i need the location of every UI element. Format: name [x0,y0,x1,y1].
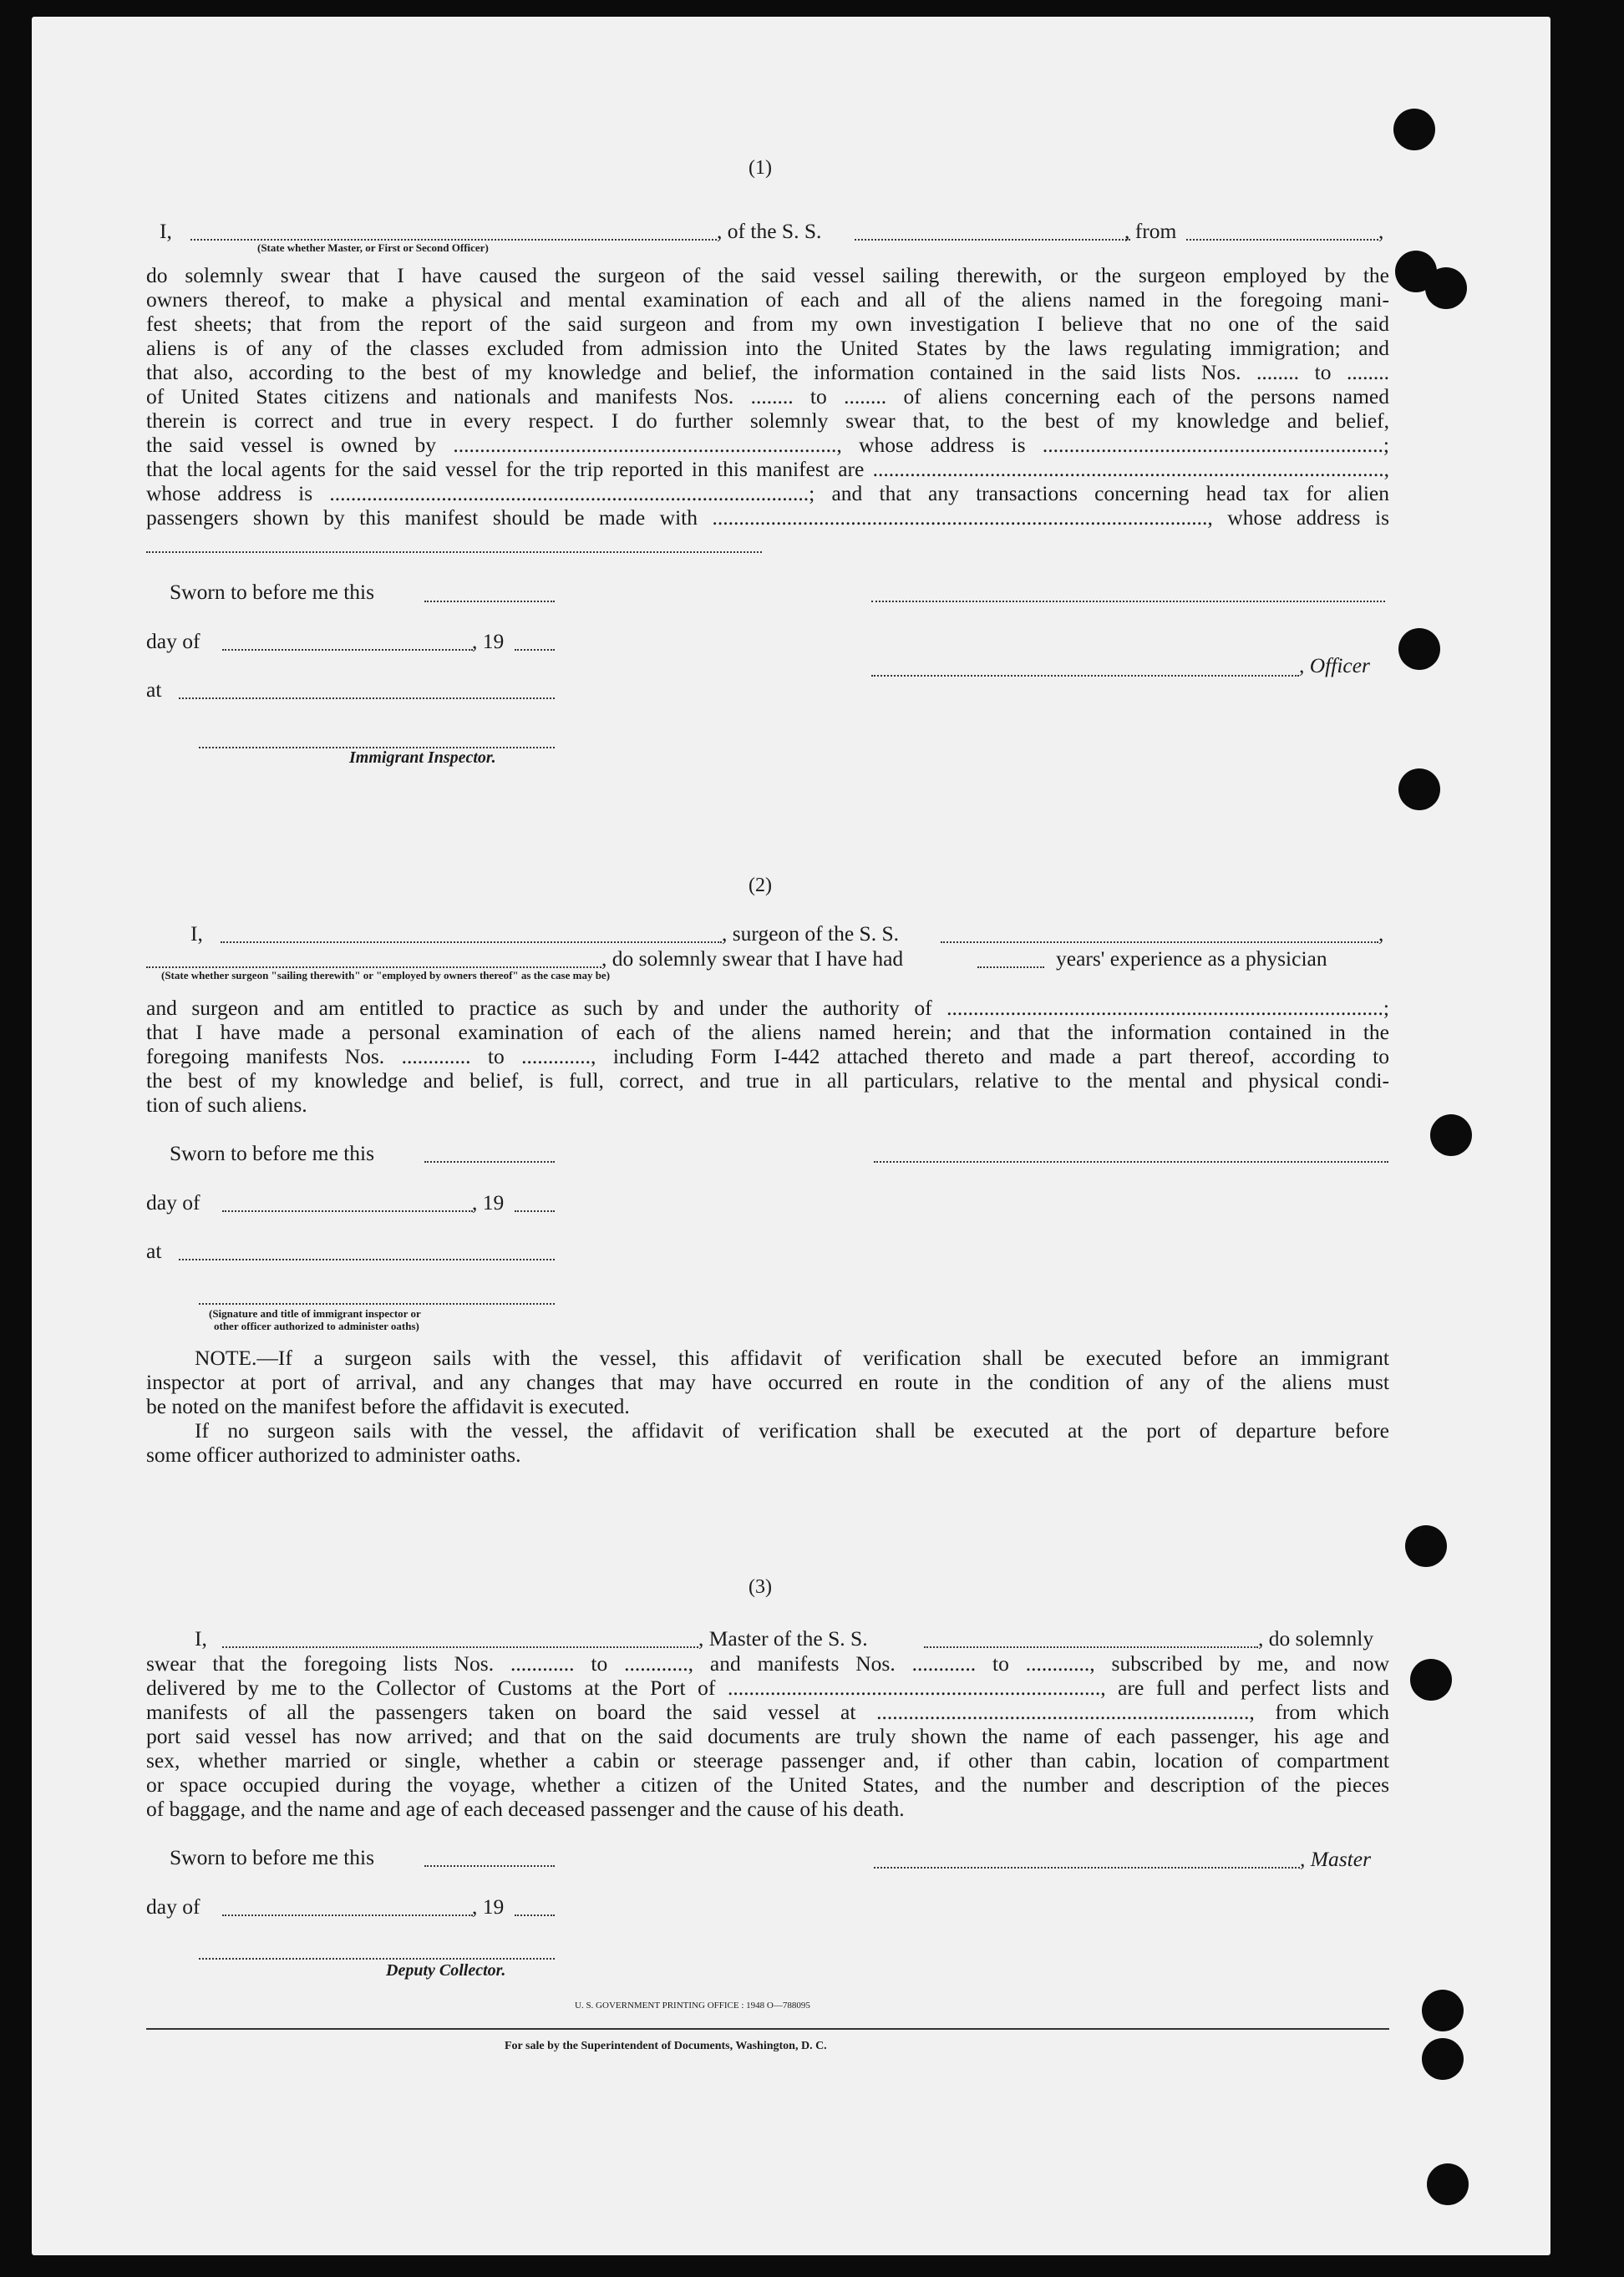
text: , [1378,219,1384,243]
paragraph-line: delivered by me to the Collector of Customs at the Port of ......................................................................, are full and perfect lists and [146,1676,1389,1700]
blank-line [222,1646,698,1648]
paragraph-line: whose address is ..........................................................................................; and that any transactions concerning head tax for alien [146,481,1389,505]
text: , do solemnly [1258,1626,1374,1651]
text: , do solemnly swear that I have had [601,946,904,971]
paragraph-line: therein is correct and true in every respect. I do further solemnly swear that, to the best of my knowledge and belief, [146,408,1389,433]
text: I, [195,1626,207,1651]
field-caption: (State whether surgeon "sailing therewith" or "employed by owners thereof" as the case may be) [161,969,611,981]
punch-hole [1422,1990,1464,2031]
blank-line [515,1210,555,1212]
signature-caption: (Signature and title of immigrant inspector or [209,1307,421,1320]
punch-hole [1422,2038,1464,2080]
officer-signature-line [871,675,1299,677]
paragraph-line: tion of such aliens. [146,1093,307,1117]
year-label: , 19 [472,1190,505,1215]
blank-line [146,551,762,553]
text: , from [1124,219,1177,243]
paragraph-line: the said vessel is owned by ........................................................................, whose address is ................................................................; [146,433,1389,457]
footer-rule [146,2028,1389,2030]
blank-line [221,941,722,943]
blank-line [515,1914,555,1916]
printing-office-imprint: U. S. GOVERNMENT PRINTING OFFICE : 1948 O—788095 [575,2001,810,2011]
paragraph-line: swear that the foregoing lists Nos. ............ to ............, and manifests Nos. ............ to ............, subscribed by me, and now [146,1651,1389,1676]
inspector-caption: Immigrant Inspector. [349,748,496,767]
blank-line [424,601,555,602]
punch-hole [1430,1114,1472,1156]
field-caption: (State whether Master, or First or Second Officer) [257,241,489,254]
punch-hole [1405,1525,1447,1567]
document-page [32,17,1550,2255]
punch-hole [1410,1659,1452,1701]
day-label: day of [146,629,200,653]
blank-line [515,649,555,651]
blank-line [222,1914,473,1916]
officer-label: , Officer [1299,653,1370,677]
master-label: , Master [1300,1847,1371,1871]
paragraph-line: port said vessel has now arrived; and that on the said documents are truly shown the name of each passenger, his age and [146,1724,1389,1748]
blank-line [179,697,555,699]
blank-line [222,1210,473,1212]
punch-hole [1427,2163,1469,2205]
text: I, [190,921,203,946]
note-line: be noted on the manifest before the affidavit is executed. [146,1394,630,1418]
paragraph-line: that the local agents for the said vessel for the trip reported in this manifest are ................................................................................................, [146,457,1389,481]
sworn-label: Sworn to before me this [170,1141,375,1165]
blank-line [222,649,473,651]
paragraph-line: aliens is of any of the classes excluded from admission into the United States by the laws regulating immigration; and [146,336,1389,360]
paragraph-line: that also, according to the best of my knowledge and belief, the information contained in the said lists Nos. ........ to ........ [146,360,1389,384]
section-heading: (1) [749,157,772,179]
paragraph-line: the best of my knowledge and belief, is full, correct, and true in all particulars, relative to the mental and physical condi- [146,1068,1389,1093]
at-label: at [146,1239,162,1263]
text: , Master of the S. S. [698,1626,868,1651]
paragraph-line: owners thereof, to make a physical and mental examination of each and all of the aliens named in the foregoing mani- [146,287,1389,312]
paragraph-line: foregoing manifests Nos. ............. to ............., including Form I-442 attached thereto and made a part thereof, according to [146,1044,1389,1068]
blank-line [424,1865,555,1867]
paragraph-line: sex, whether married or single, whether a cabin or steerage passenger and, if other than cabin, location of compartment [146,1748,1389,1772]
text: years' experience as a physician [1056,946,1327,971]
deputy-signature-line [199,1958,555,1960]
blank-line [855,239,1130,241]
punch-hole [1393,109,1435,150]
paragraph-line: do solemnly swear that I have caused the surgeon of the said vessel sailing therewith, or the surgeon employed by the [146,263,1389,287]
paragraph-line: that I have made a personal examination of each of the aliens named herein; and that the information contained in the [146,1020,1389,1044]
paragraph-line: of United States citizens and nationals and manifests Nos. ........ to ........ of aliens concerning each of the persons named [146,384,1389,408]
signature-line [199,1303,555,1305]
section-heading: (2) [749,875,772,896]
text: I, [160,219,172,243]
year-label: , 19 [472,1894,505,1919]
blank-line [1186,239,1378,241]
officer-signature-line [871,601,1385,602]
blank-line [924,1646,1258,1648]
text: , [1378,921,1384,946]
blank-line [424,1161,555,1163]
blank-line [146,966,601,968]
sworn-label: Sworn to before me this [170,580,375,604]
paragraph-line: passengers shown by this manifest should be made with ............................................................................................., whose address is [146,505,1389,530]
paragraph-line: of baggage, and the name and age of each deceased passenger and the cause of his death. [146,1797,905,1821]
note-line: NOTE.—If a surgeon sails with the vessel, this affidavit of verification shall be executed before an immigrant [195,1346,1389,1370]
note-line: If no surgeon sails with the vessel, the affidavit of verification shall be executed at the port of departure before [195,1418,1389,1443]
blank-line [941,941,1378,943]
year-label: , 19 [472,629,505,653]
paragraph-line: fest sheets; that from the report of the said surgeon and from my own investigation I believe that no one of the said [146,312,1389,336]
punch-hole [1398,768,1440,810]
master-signature-line [874,1867,1300,1869]
section-heading: (3) [749,1576,772,1598]
blank-line [190,239,717,241]
sale-notice: For sale by the Superintendent of Documents, Washington, D. C. [505,2040,827,2052]
note-line: inspector at port of arrival, and any changes that may have occurred en route in the condition of any of the aliens must [146,1370,1389,1394]
paragraph-line: manifests of all the passengers taken on board the said vessel at ......................................................................, from which [146,1700,1389,1724]
text: , of the S. S. [717,219,822,243]
day-label: day of [146,1894,200,1919]
note-line: some officer authorized to administer oaths. [146,1443,521,1467]
deputy-caption: Deputy Collector. [386,1961,506,1980]
paragraph-line: or space occupied during the voyage, whether a citizen of the United States, and the number and description of the pieces [146,1772,1389,1797]
blank-line [977,966,1044,968]
day-label: day of [146,1190,200,1215]
punch-hole [1425,267,1467,309]
blank-line [179,1259,555,1260]
sworn-label: Sworn to before me this [170,1845,375,1869]
punch-hole [1398,628,1440,670]
at-label: at [146,677,162,702]
surgeon-signature-line [874,1161,1388,1163]
signature-caption: other officer authorized to administer oaths) [214,1320,419,1332]
paragraph-line: and surgeon and am entitled to practice as such by and under the authority of ..................................................................................; [146,996,1389,1020]
text: , surgeon of the S. S. [722,921,900,946]
